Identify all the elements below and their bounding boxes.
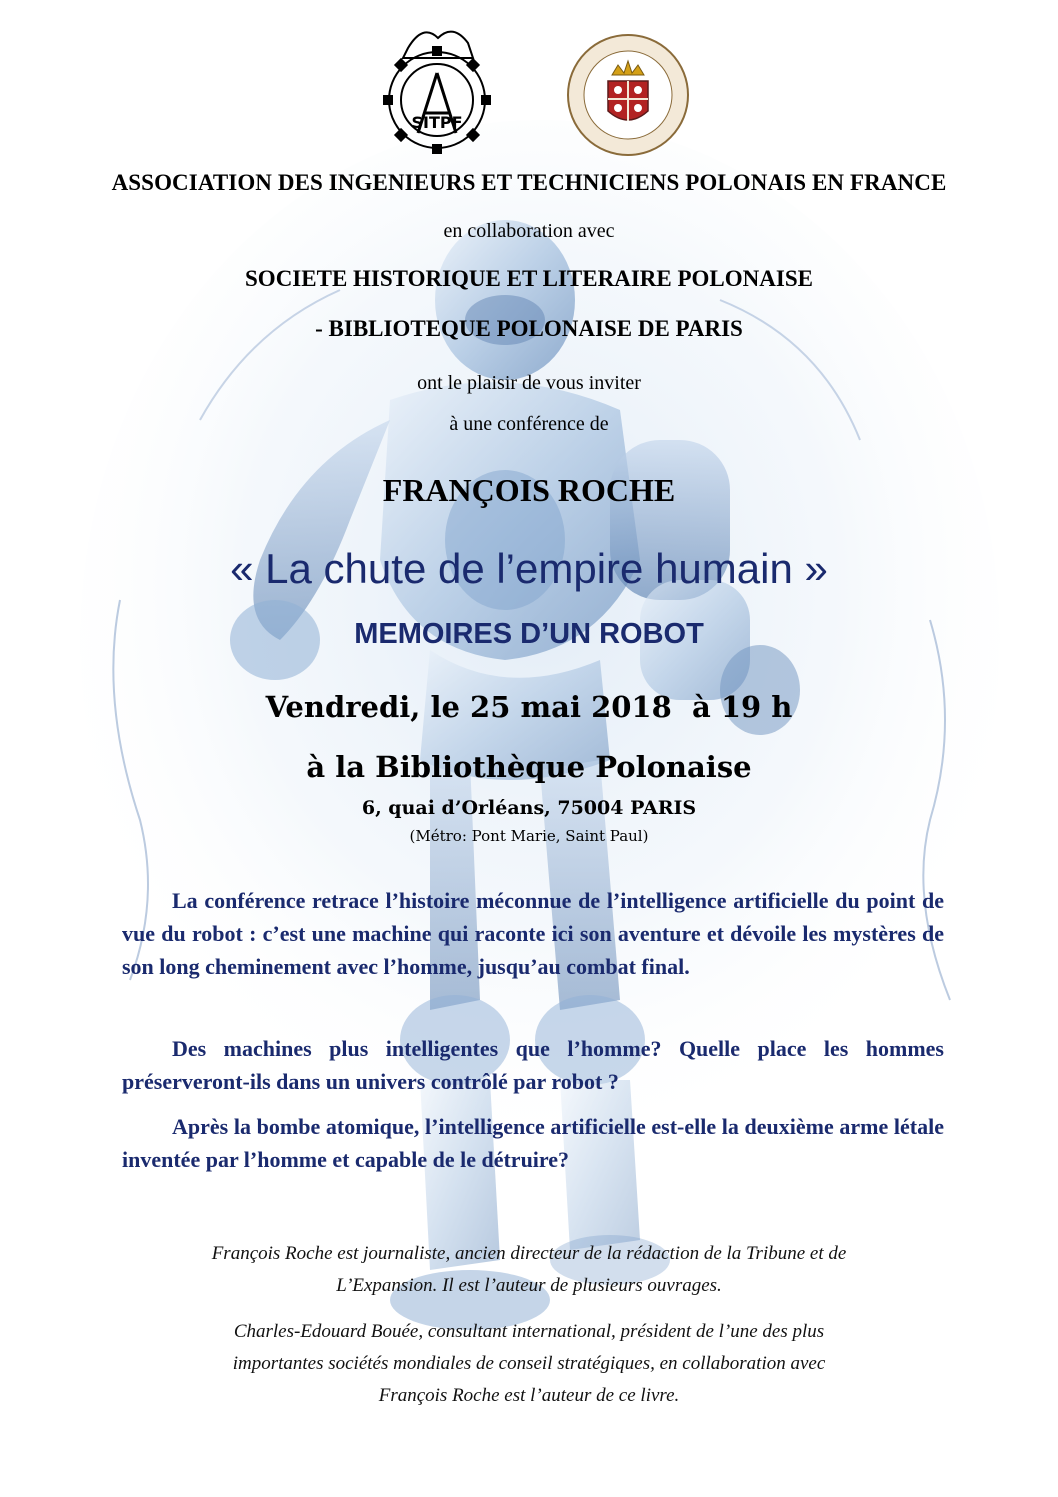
roche-bio-line-2: L’Expansion. Il est l’auteur de plusieurs ouvrages.	[336, 1275, 722, 1296]
event-venue: à la Bibliothèque Polonaise	[306, 750, 752, 784]
bouee-bio-line-1: Charles-Edouard Bouée, consultant international, président de l’une des plus	[233, 1321, 825, 1342]
society-name: SOCIETE HISTORIQUE ET LITERAIRE POLONAISE	[245, 266, 813, 291]
speaker-name: FRANÇOIS ROCHE	[382, 472, 676, 508]
conference-title: « La chute de l’empire humain »	[230, 545, 828, 592]
sitpf-gear-logo	[378, 18, 496, 158]
event-date: Vendredi, le 25 mai 2018 à 19 h	[265, 690, 793, 724]
invite-line-1: ont le plaisir de vous inviter	[417, 372, 641, 394]
association-name: ASSOCIATION DES INGENIEURS ET TECHNICIENS POLONAIS EN FRANCE	[111, 170, 947, 195]
metro-info: (Métro: Pont Marie, Saint Paul)	[409, 827, 649, 845]
bouee-bio-line-3: François Roche est l’auteur de ce livre.	[378, 1385, 680, 1406]
bouee-bio	[0, 1316, 1058, 1412]
roche-bio	[0, 1238, 1058, 1302]
description-paragraph-2: Des machines plus intelligentes que l’homme? Quelle place les hommes préserveront-ils dans un univers contrôlé par robot ?	[122, 1036, 944, 1094]
logo1-text: SITPF	[411, 113, 463, 132]
bouee-bio-line-2: importantes sociétés mondiales de conseil stratégiques, en collaboration avec	[232, 1353, 826, 1374]
collaboration-text: en collaboration avec	[443, 220, 615, 242]
invite-line-2: à une conférence de	[449, 413, 609, 435]
description-paragraph-1: La conférence retrace l’histoire méconnue de l’intelligence artificielle du point de vue du robot : c’est une machine qui raconte ici son aventure et dévoile les mystères de son long cheminement avec l’homme, jusqu’au combat final.	[122, 888, 944, 979]
library-name: - BIBLIOTEQUE POLONAISE DE PARIS	[315, 316, 743, 341]
shlp-seal-logo	[566, 33, 690, 157]
description-paragraph-3: Après la bombe atomique, l’intelligence artificielle est-elle la deuxième arme létale inventée par l’homme et capable de le détruire?	[122, 1114, 944, 1172]
event-address: 6, quai d’Orléans, 75004 PARIS	[361, 797, 697, 819]
logo-row	[0, 18, 1058, 168]
conference-subtitle: MEMOIRES D’UN ROBOT	[354, 618, 704, 650]
roche-bio-line-1: François Roche est journaliste, ancien directeur de la rédaction de la Tribune et de	[211, 1243, 847, 1264]
